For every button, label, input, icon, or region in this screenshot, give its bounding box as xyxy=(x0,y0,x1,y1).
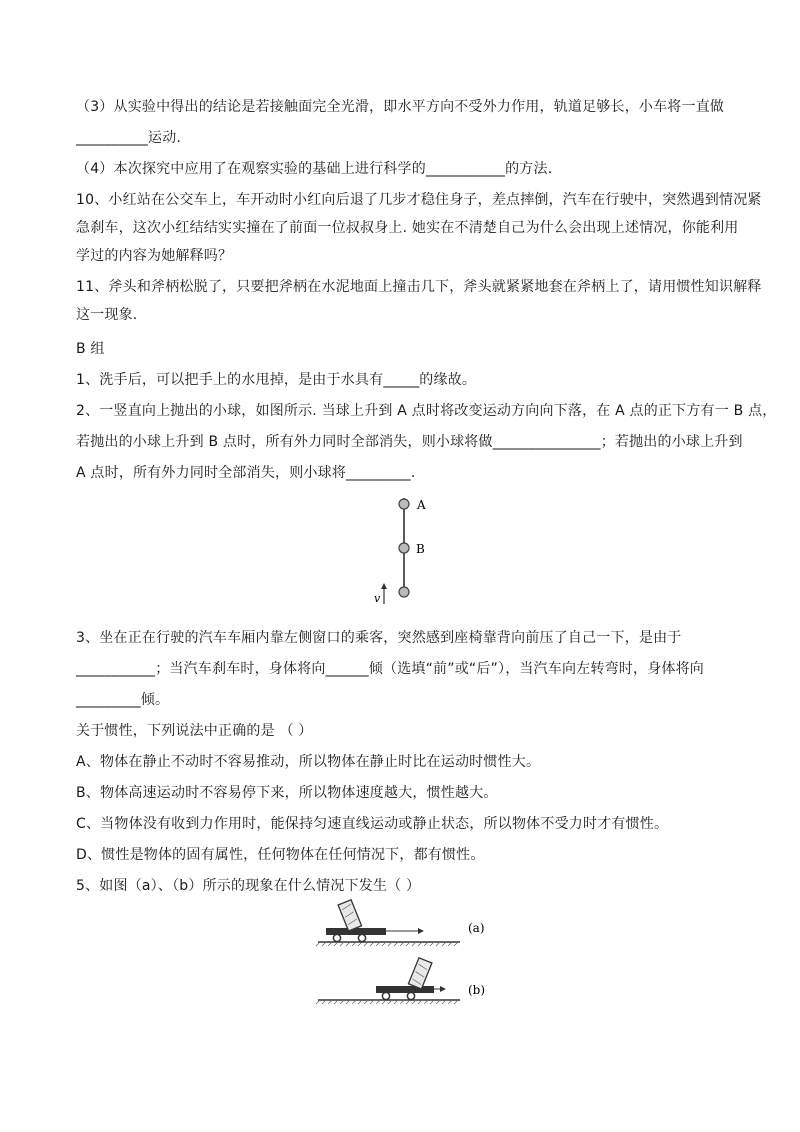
b-q2-line2: 若抛出的小球上升到 B 点时，所有外力同时全部消失，则小球将做_______________；若抛出的小球上升到 xyxy=(76,434,743,450)
b-q1: 1、洗手后，可以把手上的水甩掉，是由于水具有_____的缘故。 xyxy=(76,372,477,388)
b-q2-line3: A 点时，所有外力同时全部消失，则小球将_________. xyxy=(76,465,416,481)
figure-b xyxy=(316,958,485,1004)
ball-at-a xyxy=(399,499,409,509)
b-q4-option-d: D、惯性是物体的固有属性，任何物体在任何情况下，都有惯性。 xyxy=(76,847,485,863)
ball-throw-figure xyxy=(360,492,450,610)
q10-line1: 10、小红站在公交车上，车开动时小红向后退了几步才稳住身子，差点摔倒，汽车在行驶中，突然遇到情况紧 xyxy=(76,192,762,208)
b-q4-option-a: A、物体在静止不动时不容易推动，所以物体在静止时比在运动时惯性大。 xyxy=(76,754,541,770)
b-q4-option-c: C、当物体没有收到力作用时，能保持匀速直线运动或静止状态，所以物体不受力时才有惯性。 xyxy=(76,816,669,832)
cart-a xyxy=(326,928,386,935)
label-fig-b: (b) xyxy=(468,983,486,997)
q9-part3-line2: __________运动. xyxy=(76,130,182,146)
b-q4-option-b: B、物体高速运动时不容易停下来，所以物体速度越大，惯性越大。 xyxy=(76,785,498,801)
q10-line2: 急刹车，这次小红结结实实撞在了前面一位叔叔身上. 她实在不清楚自己为什么会出现上述情况，你能利用 xyxy=(76,220,739,236)
cart-block-figure xyxy=(310,890,510,1015)
figure-a xyxy=(316,900,485,946)
label-b: B xyxy=(416,542,425,556)
block-b xyxy=(408,958,431,989)
label-fig-a: (a) xyxy=(468,921,485,935)
ball-start xyxy=(399,587,409,597)
q10-line3: 学过的内容为她解释吗？ xyxy=(76,248,233,264)
label-v: v xyxy=(374,592,381,605)
b-q2-line1: 2、一竖直向上抛出的小球，如图所示. 当球上升到 A 点时将改变运动方向向下落，在 A 点的正下方有一 B 点， xyxy=(76,403,777,419)
block-a xyxy=(338,900,361,931)
ball-at-b xyxy=(399,543,409,553)
b-q3-line2: ___________；当汽车刹车时，身体将向______倾（选填“前”或“后”），当汽车向左转弯时，身体将向 xyxy=(76,661,705,677)
b-q3-line3: _________倾。 xyxy=(76,692,170,708)
b-q3-line1: 3、坐在正在行驶的汽车车厢内靠左侧窗口的乘客，突然感到座椅靠背向前压了自己一下，是由于 xyxy=(76,630,682,646)
b-q4-stem: 关于惯性，下列说法中正确的是 （ ） xyxy=(76,723,313,739)
q9-part4: （4）本次探究中应用了在观察实验的基础上进行科学的___________的方法. xyxy=(76,161,553,177)
q11-line2: 这一现象. xyxy=(76,307,138,323)
q9-part3-line1: （3）从实验中得出的结论是若接触面完全光滑，即水平方向不受外力作用，轨道足够长，小车将一直做 xyxy=(76,99,725,115)
label-a: A xyxy=(417,498,426,512)
b-q5-stem: 5、如图（a）、（b）所示的现象在什么情况下发生（ ） xyxy=(76,878,421,894)
group-b-heading: B 组 xyxy=(76,341,105,357)
q11-line1: 11、斧头和斧柄松脱了，只要把斧柄在水泥地面上撞击几下，斧头就紧紧地套在斧柄上了，请用惯性知识解释 xyxy=(76,279,762,295)
